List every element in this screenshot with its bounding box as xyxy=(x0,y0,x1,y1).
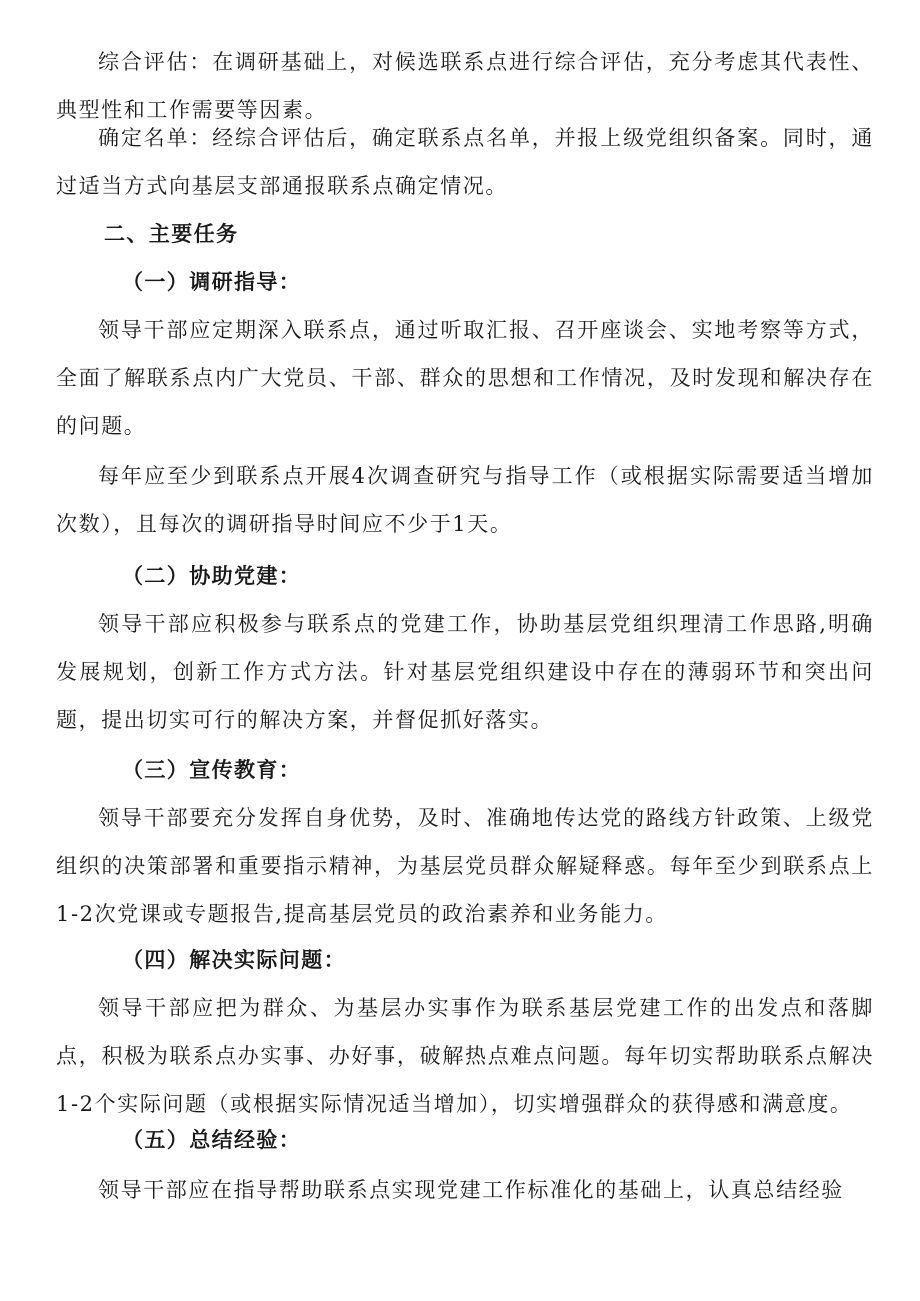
subheading-assist-party-building: （二）协助党建： xyxy=(122,564,302,588)
subheading-research-guidance: （一）调研指导： xyxy=(122,270,302,294)
paragraph-comprehensive-assessment: 综合评估：在调研基础上，对候选联系点进行综合评估，充分考虑其代表性、典型性和工作需要等因素。 xyxy=(56,50,874,122)
paragraph-assist-party-building: 领导干部应积极参与联系点的党建工作，协助基层党组织理清工作思路,明确发展规划，创新工作方式方法。针对基层党组织建设中存在的薄弱环节和突出问题，提出切实可行的解决方案，并督促抓好落实。 xyxy=(56,612,874,732)
paragraph-research-guidance-2: 每年应至少到联系点开展4次调查研究与指导工作（或根据实际需要适当增加次数），且每次的调研指导时间应不少于1天。 xyxy=(56,464,874,536)
subheading-publicity-education: （三）宣传教育： xyxy=(122,758,302,782)
paragraph-publicity-education: 领导干部要充分发挥自身优势，及时、准确地传达党的路线方针政策、上级党组织的决策部署和重要指示精神，为基层党员群众解疑释惑。每年至少到联系点上1-2次党课或专题报告,提高基层党员的政治素养和业务能力。 xyxy=(56,806,874,926)
paragraph-confirm-list: 确定名单：经综合评估后，确定联系点名单，并报上级党组织备案。同时，通过适当方式向基层支部通报联系点确定情况。 xyxy=(56,126,874,198)
section-heading-main-tasks: 二、主要任务 xyxy=(104,222,239,246)
subheading-solve-practical-problems: （四）解决实际问题： xyxy=(122,948,346,972)
subheading-summarize-experience: （五）总结经验： xyxy=(122,1128,302,1152)
paragraph-solve-practical-problems: 领导干部应把为群众、为基层办实事作为联系基层党建工作的出发点和落脚点，积极为联系点办实事、办好事，破解热点难点问题。每年切实帮助联系点解决1-2个实际问题（或根据实际情况适当增加），切实增强群众的获得感和满意度。 xyxy=(56,996,874,1116)
paragraph-research-guidance-1: 领导干部应定期深入联系点，通过听取汇报、召开座谈会、实地考察等方式，全面了解联系点内广大党员、干部、群众的思想和工作情况，及时发现和解决存在的问题。 xyxy=(56,318,874,438)
paragraph-summarize-experience: 领导干部应在指导帮助联系点实现党建工作标准化的基础上，认真总结经验 xyxy=(98,1178,844,1202)
